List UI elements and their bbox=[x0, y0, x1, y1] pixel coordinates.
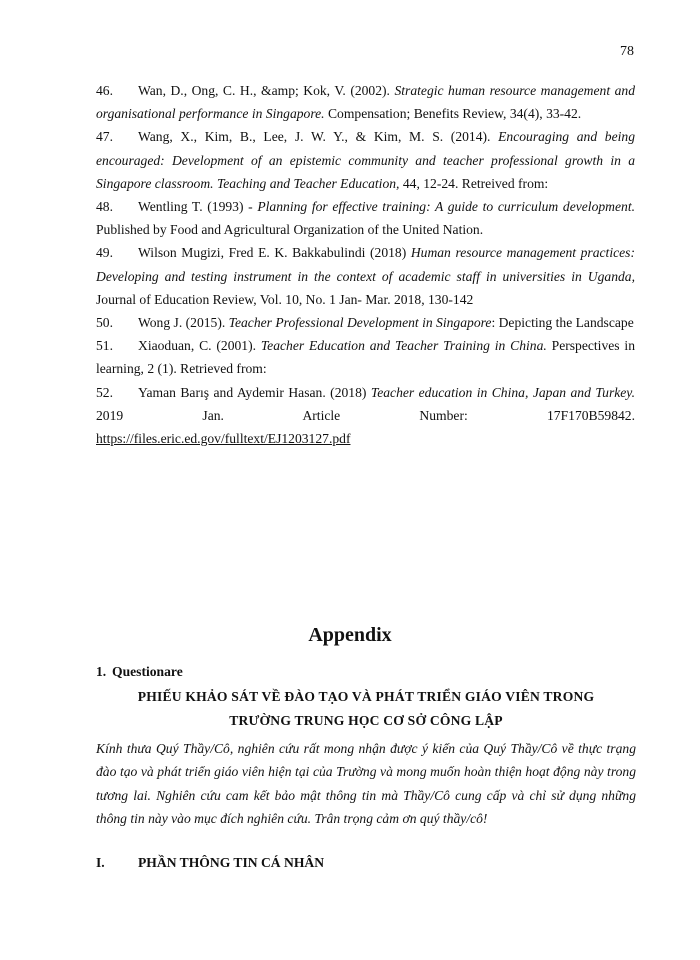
reference-number: 46. bbox=[96, 83, 113, 98]
reference-51 bbox=[96, 334, 635, 380]
reference-authors: Wentling T. (1993) - bbox=[138, 199, 258, 215]
reference-50 bbox=[96, 311, 635, 334]
survey-title bbox=[96, 685, 636, 732]
page-number: 78 bbox=[620, 44, 634, 59]
reference-number: 50. bbox=[96, 315, 113, 331]
reference-authors: Wang, X., Kim, B., Lee, J. W. Y., & Kim, M. S. (2014). bbox=[138, 129, 499, 145]
reference-52 bbox=[96, 381, 635, 427]
section-heading bbox=[96, 855, 324, 871]
reference-authors: Wilson Mugizi, Fred E. K. Bakkabulindi (2018) bbox=[138, 245, 411, 261]
questionnaire-label: Questionare bbox=[112, 664, 183, 679]
reference-source: : Depicting the Landscape bbox=[491, 315, 634, 331]
reference-title: Teacher education in China, Japan and Turkey. bbox=[370, 384, 635, 400]
reference-number: 52. bbox=[96, 384, 113, 400]
reference-title: Human resource management practices: Developing and testing instrument in the context of academic staff in universities in Uganda, bbox=[96, 245, 635, 284]
reference-number: 48. bbox=[96, 199, 113, 215]
reference-52-link-line bbox=[96, 427, 635, 450]
questionnaire-number: 1. bbox=[96, 664, 107, 679]
survey-title-line-1: PHIẾU KHẢO SÁT VỀ ĐÀO TẠO VÀ PHÁT TRIỂN GIÁO VIÊN TRONG bbox=[137, 689, 595, 704]
reference-authors: Yaman Barış and Aydemir Hasan. (2018) bbox=[138, 384, 371, 400]
reference-title: Teacher Professional Development in Singapore bbox=[228, 315, 492, 331]
reference-link[interactable]: https://files.eric.ed.gov/fulltext/EJ1203127.pdf bbox=[96, 431, 351, 447]
section-title: PHẦN THÔNG TIN CÁ NHÂN bbox=[138, 855, 325, 870]
reference-number: 49. bbox=[96, 245, 113, 261]
reference-title: Teacher Education and Teacher Training in China. bbox=[260, 338, 547, 354]
section-numeral: I. bbox=[96, 855, 105, 870]
survey-introduction: Kính thưa Quý Thầy/Cô, nghiên cứu rất mong nhận được ý kiến của Quý Thầy/Cô về thực trạng đào tạo và phát triển giáo viên hiện tại của Trường và mong muốn hoàn thiện hoạt động này trong tương lai. Nghiên cứu cam kết bảo mật thông tin mà Thầy/Cô cung cấp và chỉ sử dụng những thông tin này vào mục đích nghiên cứu. Trân trọng cảm ơn quý thầy/cô! bbox=[96, 741, 636, 826]
reference-number: 47. bbox=[96, 129, 113, 145]
reference-authors: Wan, D., Ong, C. H., &amp; Kok, V. (2002). bbox=[138, 83, 395, 98]
questionnaire-heading bbox=[96, 664, 183, 680]
reference-list bbox=[96, 79, 635, 450]
reference-46 bbox=[96, 79, 635, 125]
appendix-title: Appendix bbox=[308, 624, 392, 646]
reference-source: 2019 Jan. Article Number: 17F170B59842. bbox=[96, 407, 635, 423]
reference-source: Compensation; Benefits Review, 34(4), 33-42. bbox=[324, 106, 582, 122]
reference-49 bbox=[96, 241, 635, 311]
reference-title: Planning for effective training: A guide to curriculum development. bbox=[257, 199, 635, 215]
reference-title: Encouraging and being encouraged: Development of an epistemic community and teacher professional growth in a Singapore classroom. Teaching and Teacher Education, bbox=[96, 129, 635, 191]
reference-source: Perspectives in learning, 2 (1). Retrieved from: bbox=[96, 338, 635, 377]
reference-source: Journal of Education Review, Vol. 10, No. 1 Jan- Mar. 2018, 130-142 bbox=[96, 291, 474, 307]
reference-number: 51. bbox=[96, 338, 113, 354]
reference-authors: Xiaoduan, C. (2001). bbox=[138, 338, 261, 354]
reference-source: Published by Food and Agricultural Organization of the United Nation. bbox=[96, 222, 484, 238]
reference-48 bbox=[96, 195, 635, 241]
reference-title: Strategic human resource management and organisational performance in Singapore. bbox=[96, 83, 635, 122]
reference-47 bbox=[96, 125, 635, 195]
survey-title-line-2: TRƯỜNG TRUNG HỌC CƠ SỞ CÔNG LẬP bbox=[229, 712, 503, 728]
reference-source: 44, 12-24. Retreived from: bbox=[399, 175, 549, 191]
reference-authors: Wong J. (2015). bbox=[138, 315, 229, 331]
